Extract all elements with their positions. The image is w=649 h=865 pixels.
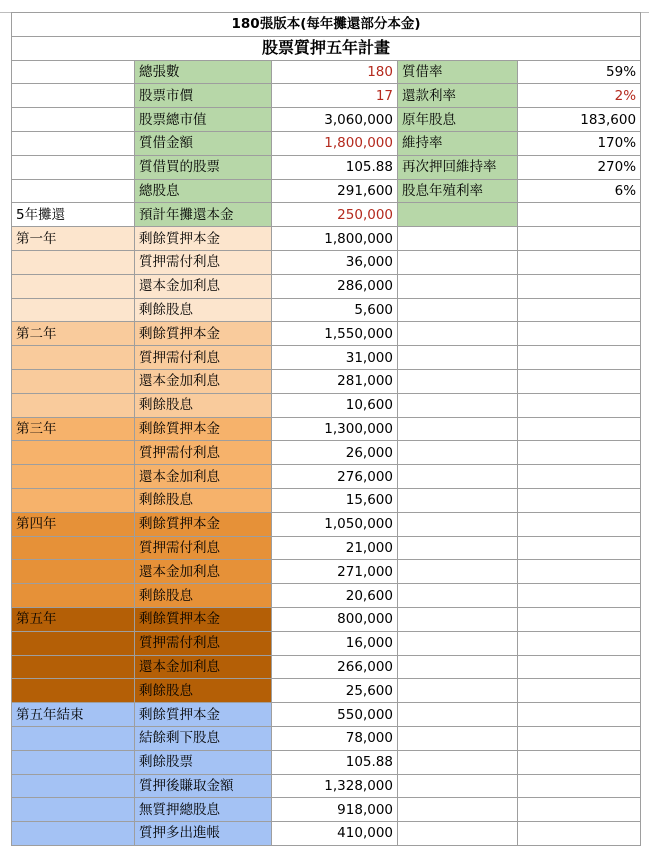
title-line-1[interactable]: 180張版本(每年攤還部分本金) bbox=[12, 13, 641, 37]
empty-cell[interactable] bbox=[518, 703, 641, 727]
year-row bbox=[12, 798, 641, 822]
year-row bbox=[12, 655, 641, 679]
item-value[interactable]: 1,328,000 bbox=[272, 774, 398, 798]
empty-cell[interactable] bbox=[518, 655, 641, 679]
year-row bbox=[12, 607, 641, 631]
empty-cell[interactable] bbox=[398, 250, 518, 274]
empty-cell[interactable] bbox=[398, 488, 518, 512]
year-label[interactable]: 第五年結束 bbox=[12, 703, 135, 727]
summary-label[interactable]: 質借金額 bbox=[135, 131, 272, 155]
item-value[interactable]: 31,000 bbox=[272, 346, 398, 370]
empty-cell[interactable] bbox=[398, 774, 518, 798]
item-value[interactable]: 36,000 bbox=[272, 250, 398, 274]
summary-label[interactable]: 股票總市值 bbox=[135, 108, 272, 132]
year-label[interactable]: 第三年 bbox=[12, 417, 135, 441]
year-row bbox=[12, 346, 641, 370]
year-label-empty[interactable] bbox=[12, 536, 135, 560]
empty-cell[interactable] bbox=[12, 131, 135, 155]
item-label[interactable]: 質押需付利息 bbox=[135, 441, 272, 465]
empty-cell[interactable] bbox=[12, 155, 135, 179]
title-line-2[interactable]: 股票質押五年計畫 bbox=[12, 36, 641, 60]
empty-cell[interactable] bbox=[12, 84, 135, 108]
item-value[interactable]: 918,000 bbox=[272, 798, 398, 822]
empty-cell[interactable] bbox=[398, 512, 518, 536]
item-label[interactable]: 剩餘質押本金 bbox=[135, 417, 272, 441]
empty-cell[interactable] bbox=[398, 393, 518, 417]
item-value[interactable]: 276,000 bbox=[272, 465, 398, 489]
empty-cell[interactable] bbox=[398, 703, 518, 727]
year-row bbox=[12, 584, 641, 608]
item-value[interactable]: 1,300,000 bbox=[272, 417, 398, 441]
item-label[interactable]: 剩餘質押本金 bbox=[135, 607, 272, 631]
year-label-empty[interactable] bbox=[12, 250, 135, 274]
item-value[interactable]: 286,000 bbox=[272, 274, 398, 298]
param-label[interactable]: 質借率 bbox=[398, 60, 518, 84]
empty-cell[interactable] bbox=[398, 417, 518, 441]
year-row bbox=[12, 536, 641, 560]
year-label-empty[interactable] bbox=[12, 560, 135, 584]
item-value[interactable]: 281,000 bbox=[272, 369, 398, 393]
item-label[interactable]: 剩餘質押本金 bbox=[135, 322, 272, 346]
year-row bbox=[12, 298, 641, 322]
year-row bbox=[12, 227, 641, 251]
item-label[interactable]: 剩餘股票 bbox=[135, 750, 272, 774]
item-value[interactable]: 1,550,000 bbox=[272, 322, 398, 346]
empty-cell[interactable] bbox=[398, 798, 518, 822]
empty-cell[interactable] bbox=[12, 60, 135, 84]
summary-row bbox=[12, 84, 641, 108]
empty-cell[interactable] bbox=[12, 179, 135, 203]
item-label[interactable]: 剩餘股息 bbox=[135, 393, 272, 417]
year-label-empty[interactable] bbox=[12, 465, 135, 489]
empty-cell[interactable] bbox=[398, 655, 518, 679]
year-label-empty[interactable] bbox=[12, 584, 135, 608]
year-label-empty[interactable] bbox=[12, 631, 135, 655]
summary-label[interactable]: 總股息 bbox=[135, 179, 272, 203]
item-label[interactable]: 剩餘股息 bbox=[135, 584, 272, 608]
param-value[interactable]: 170% bbox=[518, 131, 641, 155]
param-label[interactable]: 原年股息 bbox=[398, 108, 518, 132]
summary-value[interactable]: 291,600 bbox=[272, 179, 398, 203]
item-label[interactable]: 質押後賺取金額 bbox=[135, 774, 272, 798]
empty-cell[interactable] bbox=[398, 298, 518, 322]
item-label[interactable]: 剩餘股息 bbox=[135, 488, 272, 512]
summary-value[interactable]: 1,800,000 bbox=[272, 131, 398, 155]
item-label[interactable]: 結餘剩下股息 bbox=[135, 726, 272, 750]
empty-cell[interactable] bbox=[398, 441, 518, 465]
param-value[interactable]: 59% bbox=[518, 60, 641, 84]
empty-cell[interactable] bbox=[398, 726, 518, 750]
item-label[interactable]: 質押多出進帳 bbox=[135, 822, 272, 846]
year-row bbox=[12, 393, 641, 417]
year-label-empty[interactable] bbox=[12, 798, 135, 822]
empty-cell[interactable] bbox=[518, 441, 641, 465]
empty-cell[interactable] bbox=[518, 584, 641, 608]
year-row bbox=[12, 750, 641, 774]
year-label-empty[interactable] bbox=[12, 488, 135, 512]
item-value[interactable]: 10,600 bbox=[272, 393, 398, 417]
year-label[interactable]: 第一年 bbox=[12, 227, 135, 251]
year-label-empty[interactable] bbox=[12, 369, 135, 393]
item-label[interactable]: 無質押總股息 bbox=[135, 798, 272, 822]
empty-cell[interactable] bbox=[518, 822, 641, 846]
plan-table bbox=[11, 12, 641, 846]
repay-row bbox=[12, 203, 641, 227]
item-value[interactable]: 25,600 bbox=[272, 679, 398, 703]
year-label[interactable]: 第四年 bbox=[12, 512, 135, 536]
year-label-empty[interactable] bbox=[12, 298, 135, 322]
param-label[interactable]: 再次押回維持率 bbox=[398, 155, 518, 179]
empty-cell[interactable] bbox=[398, 536, 518, 560]
year-row bbox=[12, 822, 641, 846]
item-value[interactable]: 21,000 bbox=[272, 536, 398, 560]
year-row bbox=[12, 441, 641, 465]
year-row bbox=[12, 560, 641, 584]
param-label[interactable]: 股息年殖利率 bbox=[398, 179, 518, 203]
repay-value[interactable]: 250,000 bbox=[272, 203, 398, 227]
year-label[interactable]: 第二年 bbox=[12, 322, 135, 346]
item-value[interactable]: 5,600 bbox=[272, 298, 398, 322]
year-row bbox=[12, 774, 641, 798]
item-value[interactable]: 16,000 bbox=[272, 631, 398, 655]
year-label-empty[interactable] bbox=[12, 750, 135, 774]
year-row bbox=[12, 322, 641, 346]
param-value[interactable]: 2% bbox=[518, 84, 641, 108]
empty-cell[interactable] bbox=[518, 346, 641, 370]
year-row bbox=[12, 274, 641, 298]
year-row bbox=[12, 703, 641, 727]
empty-cell[interactable] bbox=[518, 726, 641, 750]
item-label[interactable]: 剩餘股息 bbox=[135, 679, 272, 703]
item-value[interactable]: 271,000 bbox=[272, 560, 398, 584]
item-value[interactable]: 1,800,000 bbox=[272, 227, 398, 251]
item-label[interactable]: 還本金加利息 bbox=[135, 274, 272, 298]
empty-cell[interactable] bbox=[518, 465, 641, 489]
empty-cell[interactable] bbox=[518, 274, 641, 298]
empty-cell[interactable] bbox=[518, 679, 641, 703]
year-row bbox=[12, 369, 641, 393]
summary-row bbox=[12, 155, 641, 179]
year-label-empty[interactable] bbox=[12, 441, 135, 465]
empty-cell[interactable] bbox=[398, 203, 518, 227]
summary-label[interactable]: 股票市價 bbox=[135, 84, 272, 108]
param-label[interactable]: 還款利率 bbox=[398, 84, 518, 108]
item-label[interactable]: 還本金加利息 bbox=[135, 465, 272, 489]
year-row bbox=[12, 417, 641, 441]
empty-cell[interactable] bbox=[398, 274, 518, 298]
year-row bbox=[12, 679, 641, 703]
empty-cell[interactable] bbox=[398, 227, 518, 251]
year-label[interactable]: 第五年 bbox=[12, 607, 135, 631]
title-row-2 bbox=[12, 36, 641, 60]
item-value[interactable]: 266,000 bbox=[272, 655, 398, 679]
empty-cell[interactable] bbox=[398, 631, 518, 655]
item-value[interactable]: 26,000 bbox=[272, 441, 398, 465]
item-label[interactable]: 還本金加利息 bbox=[135, 560, 272, 584]
empty-cell[interactable] bbox=[12, 108, 135, 132]
item-label[interactable]: 還本金加利息 bbox=[135, 655, 272, 679]
year-row bbox=[12, 512, 641, 536]
empty-cell[interactable] bbox=[398, 584, 518, 608]
summary-row bbox=[12, 131, 641, 155]
summary-row bbox=[12, 108, 641, 132]
empty-cell[interactable] bbox=[518, 488, 641, 512]
empty-cell[interactable] bbox=[398, 369, 518, 393]
item-value[interactable]: 410,000 bbox=[272, 822, 398, 846]
year-label-empty[interactable] bbox=[12, 274, 135, 298]
year-row bbox=[12, 488, 641, 512]
year-label-empty[interactable] bbox=[12, 655, 135, 679]
year-label-empty[interactable] bbox=[12, 679, 135, 703]
empty-cell[interactable] bbox=[518, 298, 641, 322]
year-label-empty[interactable] bbox=[12, 393, 135, 417]
empty-cell[interactable] bbox=[518, 322, 641, 346]
summary-value[interactable]: 3,060,000 bbox=[272, 108, 398, 132]
empty-cell[interactable] bbox=[518, 417, 641, 441]
item-label[interactable]: 還本金加利息 bbox=[135, 369, 272, 393]
empty-cell[interactable] bbox=[518, 536, 641, 560]
year-label-empty[interactable] bbox=[12, 774, 135, 798]
item-label[interactable]: 質押需付利息 bbox=[135, 346, 272, 370]
summary-value[interactable]: 17 bbox=[272, 84, 398, 108]
item-value[interactable]: 800,000 bbox=[272, 607, 398, 631]
empty-cell[interactable] bbox=[518, 369, 641, 393]
repay-period-label[interactable]: 5年攤還 bbox=[12, 203, 135, 227]
empty-cell[interactable] bbox=[518, 227, 641, 251]
year-row bbox=[12, 465, 641, 489]
item-label[interactable]: 質押需付利息 bbox=[135, 250, 272, 274]
summary-value[interactable]: 180 bbox=[272, 60, 398, 84]
title-row-1 bbox=[12, 13, 641, 37]
param-value[interactable]: 183,600 bbox=[518, 108, 641, 132]
item-label[interactable]: 剩餘質押本金 bbox=[135, 703, 272, 727]
param-value[interactable]: 6% bbox=[518, 179, 641, 203]
summary-label[interactable]: 總張數 bbox=[135, 60, 272, 84]
year-row bbox=[12, 726, 641, 750]
summary-label[interactable]: 質借買的股票 bbox=[135, 155, 272, 179]
empty-cell[interactable] bbox=[398, 322, 518, 346]
item-value[interactable]: 105.88 bbox=[272, 750, 398, 774]
summary-value[interactable]: 105.88 bbox=[272, 155, 398, 179]
summary-row bbox=[12, 179, 641, 203]
empty-cell[interactable] bbox=[398, 465, 518, 489]
param-value[interactable]: 270% bbox=[518, 155, 641, 179]
item-label[interactable]: 剩餘質押本金 bbox=[135, 227, 272, 251]
item-label[interactable]: 質押需付利息 bbox=[135, 536, 272, 560]
item-value[interactable]: 1,050,000 bbox=[272, 512, 398, 536]
empty-cell[interactable] bbox=[518, 798, 641, 822]
repay-label[interactable]: 預計年攤還本金 bbox=[135, 203, 272, 227]
year-row bbox=[12, 250, 641, 274]
item-value[interactable]: 15,600 bbox=[272, 488, 398, 512]
empty-cell[interactable] bbox=[398, 679, 518, 703]
item-label[interactable]: 剩餘股息 bbox=[135, 298, 272, 322]
year-label-empty[interactable] bbox=[12, 726, 135, 750]
item-value[interactable]: 20,600 bbox=[272, 584, 398, 608]
empty-cell[interactable] bbox=[518, 250, 641, 274]
year-row bbox=[12, 631, 641, 655]
empty-cell[interactable] bbox=[398, 560, 518, 584]
empty-cell[interactable] bbox=[518, 774, 641, 798]
empty-cell[interactable] bbox=[518, 607, 641, 631]
empty-cell[interactable] bbox=[518, 393, 641, 417]
item-label[interactable]: 質押需付利息 bbox=[135, 631, 272, 655]
empty-cell[interactable] bbox=[398, 607, 518, 631]
item-value[interactable]: 550,000 bbox=[272, 703, 398, 727]
empty-cell[interactable] bbox=[518, 631, 641, 655]
empty-cell[interactable] bbox=[518, 750, 641, 774]
empty-cell[interactable] bbox=[398, 750, 518, 774]
summary-row bbox=[12, 60, 641, 84]
year-label-empty[interactable] bbox=[12, 822, 135, 846]
item-value[interactable]: 78,000 bbox=[272, 726, 398, 750]
empty-cell[interactable] bbox=[398, 346, 518, 370]
param-label[interactable]: 維持率 bbox=[398, 131, 518, 155]
empty-cell[interactable] bbox=[518, 203, 641, 227]
empty-cell[interactable] bbox=[518, 560, 641, 584]
year-label-empty[interactable] bbox=[12, 346, 135, 370]
empty-cell[interactable] bbox=[398, 822, 518, 846]
item-label[interactable]: 剩餘質押本金 bbox=[135, 512, 272, 536]
empty-cell[interactable] bbox=[518, 512, 641, 536]
